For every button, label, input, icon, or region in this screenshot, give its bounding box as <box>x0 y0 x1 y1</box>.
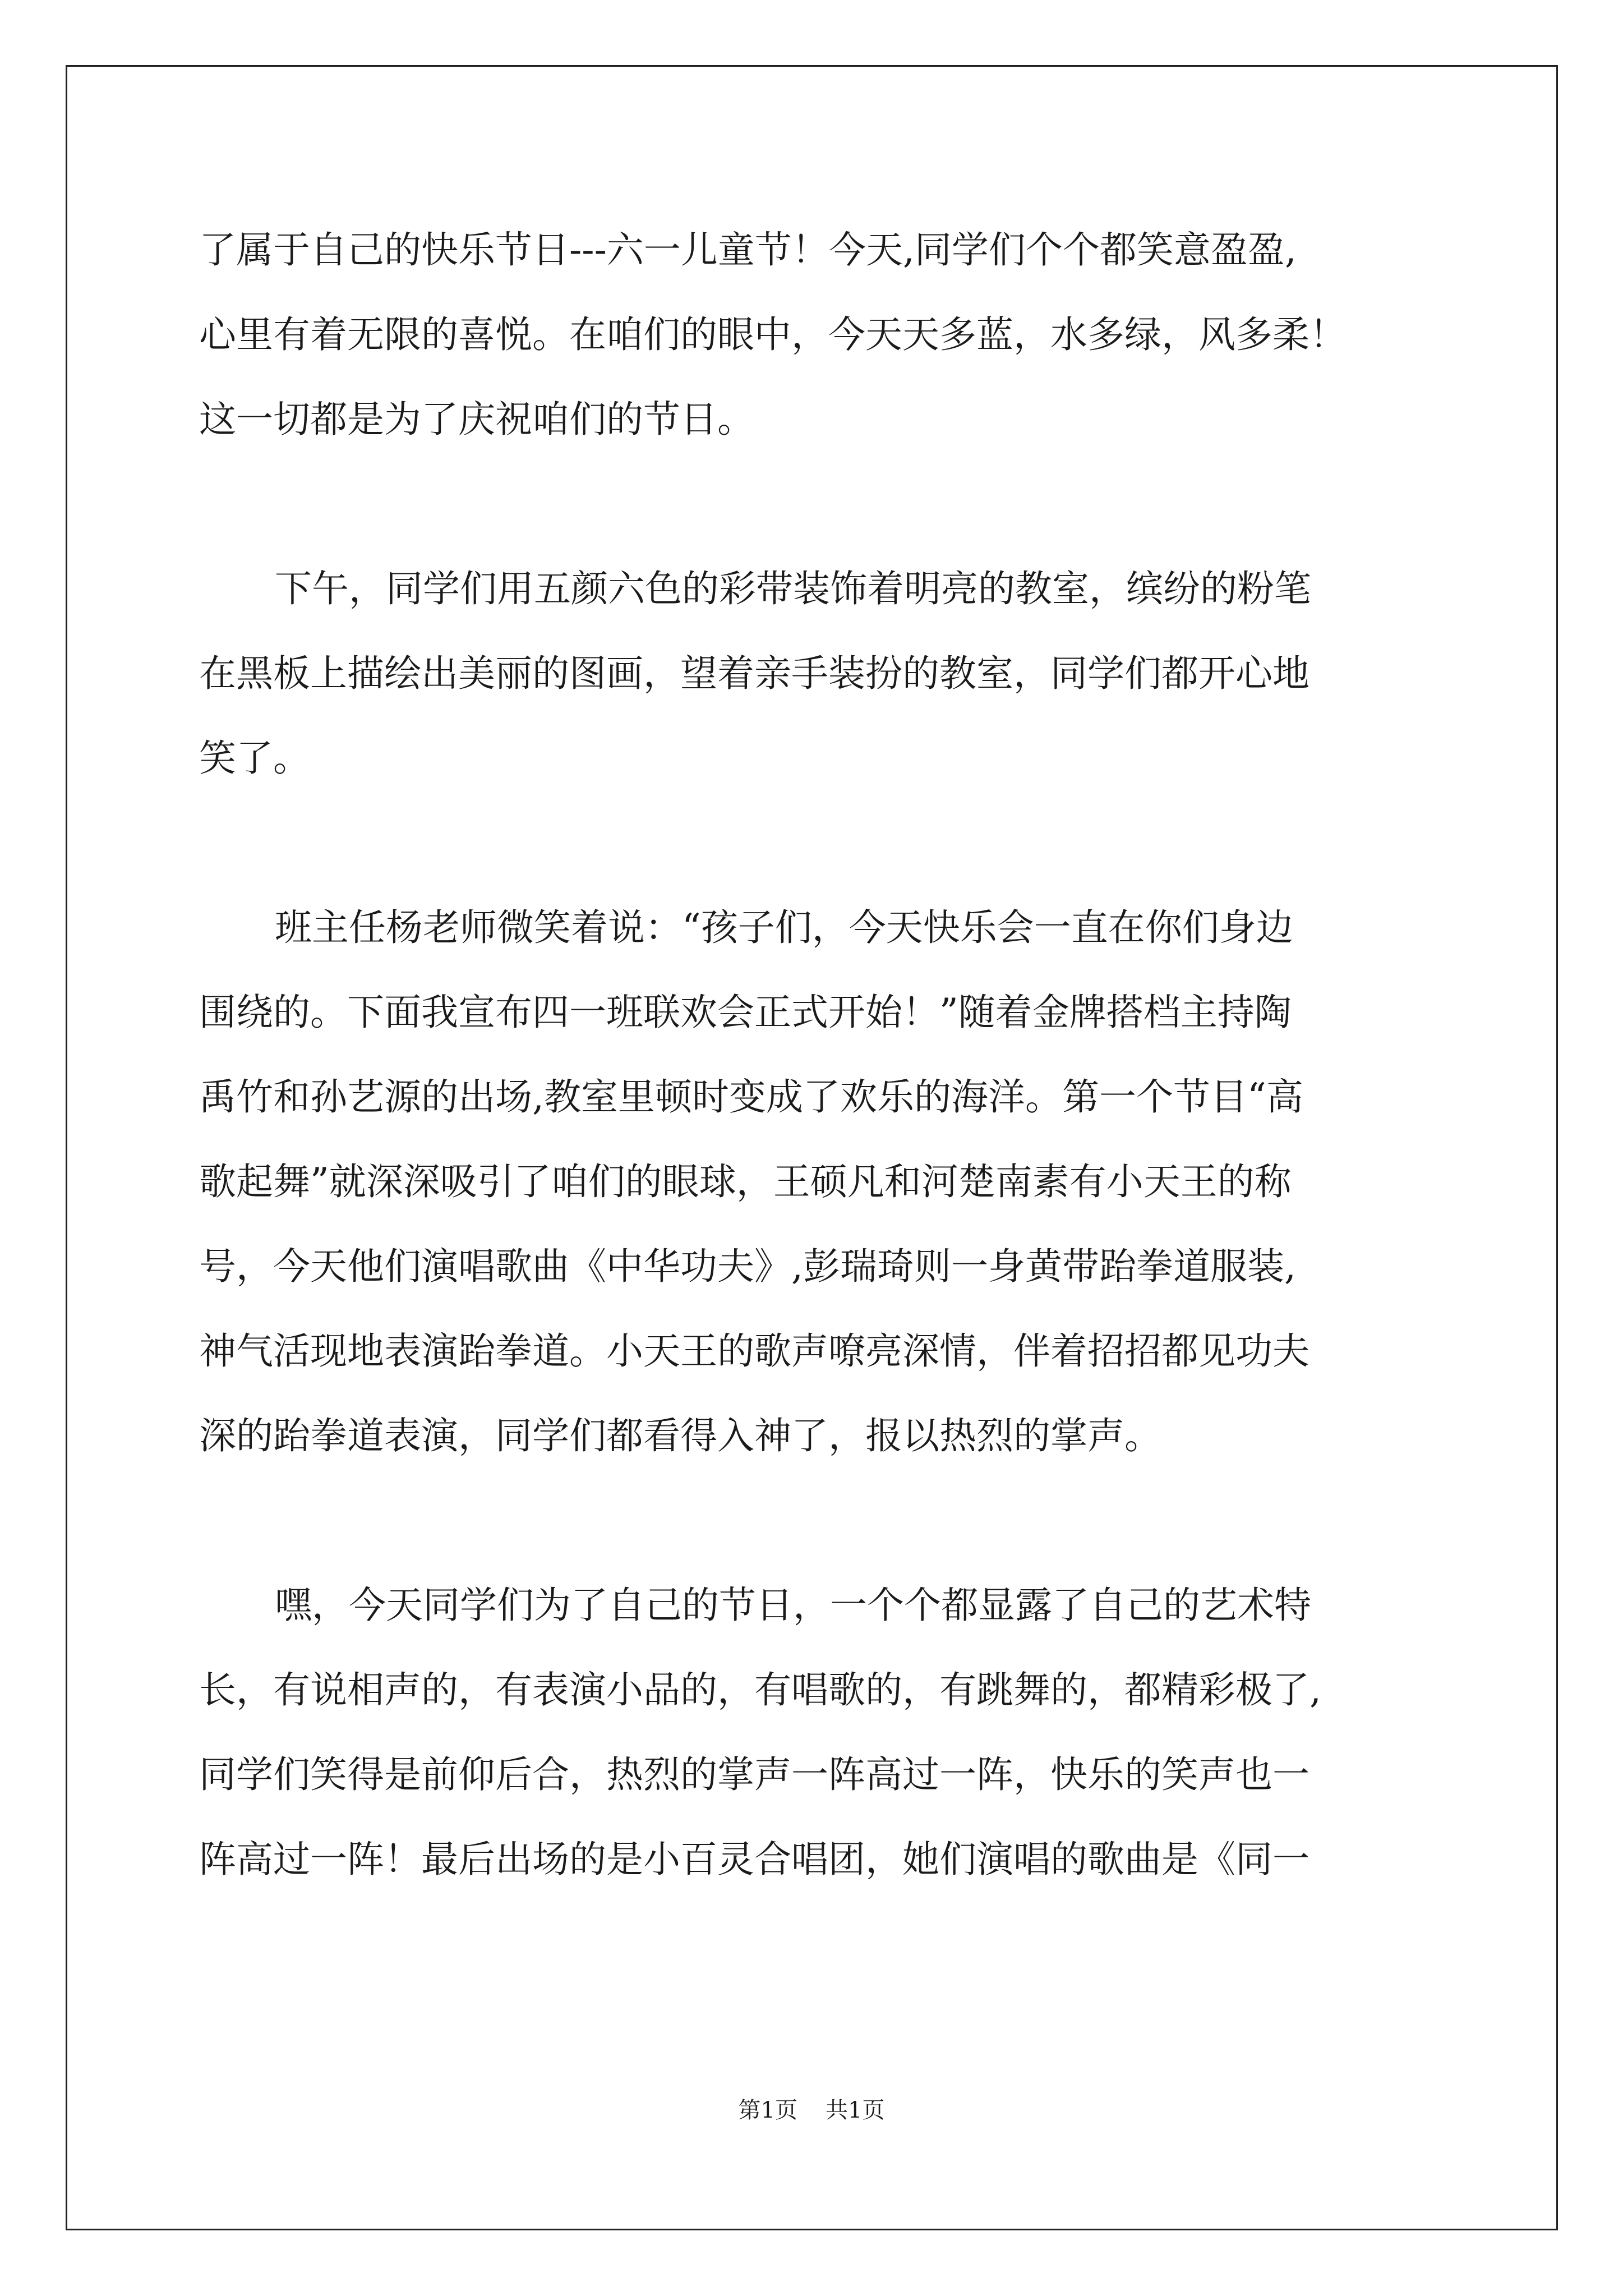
page-count: 共1页 <box>826 2097 885 2123</box>
text-line: 长，有说相声的，有表演小品的，有唱歌的，有跳舞的，都精彩极了, <box>199 1668 1321 1711</box>
text-line: 同学们笑得是前仰后合，热烈的掌声一阵高过一阵，快乐的笑声也一 <box>199 1753 1310 1796</box>
text-line: 下午，同学们用五颜六色的彩带装饰着明亮的教室，缤纷的粉笔 <box>275 567 1311 610</box>
paragraph-spacer <box>199 1478 1433 1563</box>
text-line: 歌起舞”就深深吸引了咱们的眼球，王硕凡和河楚南素有小天王的称 <box>199 1160 1292 1203</box>
text-line: 阵高过一阵！最后出场的是小百灵合唱团，她们演唱的歌曲是《同一 <box>199 1838 1310 1881</box>
paragraph-2 <box>199 546 1433 800</box>
text-line: 笑了。 <box>199 737 310 780</box>
text-line: 班主任杨老师微笑着说：“孩子们，今天快乐会一直在你们身边 <box>275 906 1293 949</box>
text-line: 嘿，今天同学们为了自己的节日，一个个都显露了自己的艺术特 <box>275 1584 1311 1627</box>
page-footer <box>0 2092 1623 2124</box>
paragraph-spacer <box>199 800 1433 885</box>
text-line: 禹竹和孙艺源的出场,教室里顿时变成了欢乐的海洋。第一个节目“高 <box>199 1075 1303 1119</box>
document-body <box>199 208 1433 1902</box>
paragraph-1 <box>199 208 1433 462</box>
text-line: 这一切都是为了庆祝咱们的节日。 <box>199 398 754 441</box>
paragraph-spacer <box>199 462 1433 546</box>
text-line: 号，今天他们演唱歌曲《中华功夫》,彭瑞琦则一身黄带跆拳道服装, <box>199 1245 1296 1288</box>
text-line: 神气活现地表演跆拳道。小天王的歌声嘹亮深情，伴着招招都见功夫 <box>199 1329 1310 1373</box>
text-line: 深的跆拳道表演，同学们都看得入神了，报以热烈的掌声。 <box>199 1414 1161 1457</box>
text-line: 在黑板上描绘出美丽的图画，望着亲手装扮的教室，同学们都开心地 <box>199 652 1310 695</box>
text-line: 围绕的。下面我宣布四一班联欢会正式开始！”随着金牌搭档主持陶 <box>199 991 1292 1034</box>
paragraph-4 <box>199 1563 1433 1902</box>
text-line: 心里有着无限的喜悦。在咱们的眼中，今天天多蓝，水多绿，风多柔！ <box>199 313 1347 356</box>
text-line: 了属于自己的快乐节日---六一儿童节！今天,同学们个个都笑意盈盈, <box>199 228 1297 272</box>
paragraph-3 <box>199 885 1433 1478</box>
page-number: 第1页 <box>738 2097 797 2123</box>
